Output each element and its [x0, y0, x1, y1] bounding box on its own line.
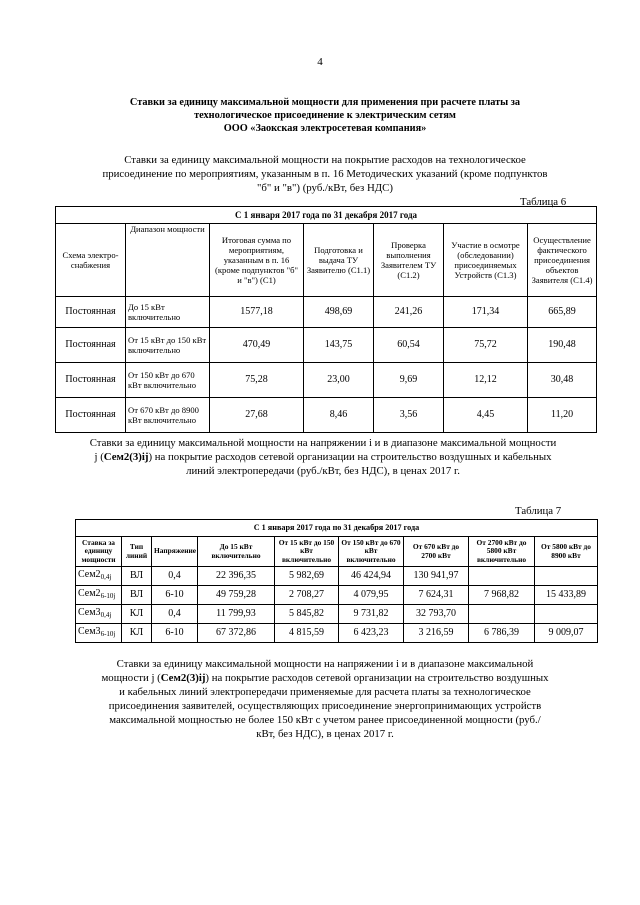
table-row — [56, 328, 597, 363]
table-7 — [75, 519, 598, 643]
table6-cell-c11: 23,00 — [304, 363, 374, 398]
table7-header-range-1: До 15 кВт включительно — [198, 537, 275, 567]
table6-header-c11: Подготовка и выдача ТУ Заявителю (С1.1) — [304, 224, 374, 297]
table7-cell-v3: 4 079,95 — [339, 586, 404, 605]
table6-cell-c11: 143,75 — [304, 328, 374, 363]
table6-cell-range: От 150 кВт до 670 кВт включительно — [126, 363, 210, 398]
table7-cell-v3: 46 424,94 — [339, 567, 404, 586]
page-number: 4 — [317, 56, 323, 68]
document-title — [60, 96, 590, 135]
table6-header-c13: Участие в осмотре (обследовании) присоединяемых Устройств (С1.3) — [444, 224, 528, 297]
title-line-1: Ставки за единицу максимальной мощности для применения при расчете платы за — [129, 97, 521, 108]
paragraph3-text-after: ) на покрытие расходов сетевой организации на строительство воздушных и кабельных линий электропередачи применяемые для расчета платы за технологическое присоединения заявителей, осуществляющих присоединение энергопринимающих устройств максимальной мощностью не более 150 кВт с учетом ранее присоединенной мощности (руб./кВт, без НДС), в ценах 2017 г. — [108, 672, 549, 740]
table6-cell-scheme: Постоянная — [56, 328, 126, 363]
table6-cell-c13: 12,12 — [444, 363, 528, 398]
table6-header-range: Диапазон мощности — [126, 224, 210, 297]
table7-header-range-2: От 15 кВт до 150 кВт включительно — [275, 537, 339, 567]
table6-cell-scheme: Постоянная — [56, 363, 126, 398]
table6-cell-c13: 75,72 — [444, 328, 528, 363]
symbol-main: Сем3 — [78, 625, 101, 637]
paragraph3-text-before: Ставки за единицу максимальной мощности на напряжении i и в диапазоне максимальной мощности j ( — [101, 658, 534, 684]
table7-label: Таблица 7 — [515, 505, 562, 517]
table6-cell-scheme: Постоянная — [56, 297, 126, 328]
table6-cell-c14: 665,89 — [528, 297, 597, 328]
paragraph-3 — [100, 657, 550, 741]
table-row — [56, 398, 597, 433]
table-row — [56, 363, 597, 398]
table6-cell-scheme: Постоянная — [56, 398, 126, 433]
table7-cell-v2: 4 815,59 — [275, 624, 339, 643]
table7-cell-type: КЛ — [122, 605, 152, 624]
table7-cell-v2: 5 982,69 — [275, 567, 339, 586]
table6-cell-c13: 4,45 — [444, 398, 528, 433]
table6-cell-c13: 171,34 — [444, 297, 528, 328]
paragraph2-text-after: ) на покрытие расходов сетевой организации на строительство воздушных и кабельных линий электропередачи (руб./кВт, без НДС), в ценах 2017 г. — [148, 451, 552, 477]
table7-cell-v1: 49 759,28 — [198, 586, 275, 605]
table7-cell-type: ВЛ — [122, 586, 152, 605]
table6-cell-c12: 241,26 — [374, 297, 444, 328]
intro-paragraph: Ставки за единицу максимальной мощности на покрытие расходов на технологическое присоединение по мероприятиям, указанным в п. 16 Методических указаний (кроме подпунктов "б" и "в") (руб./кВт, без НДС) — [102, 154, 548, 194]
table6-cell-c12: 9,69 — [374, 363, 444, 398]
symbol-subscript: 0,4j — [100, 572, 112, 581]
table7-cell-voltage: 0,4 — [152, 605, 198, 624]
table7-cell-v2: 5 845,82 — [275, 605, 339, 624]
table7-cell-type: КЛ — [122, 624, 152, 643]
table7-cell-v4: 130 941,97 — [404, 567, 469, 586]
table6-cell-c1: 75,28 — [210, 363, 304, 398]
table7-header-voltage: Напряжение — [152, 537, 198, 567]
table7-header-rate: Ставка за единицу мощности — [76, 537, 122, 567]
paragraph-2 — [88, 436, 558, 478]
paragraph2-text-before: Ставки за единицу максимальной мощности на напряжении i и в диапазоне максимальной мощности j ( — [89, 437, 557, 463]
table7-cell-v2: 2 708,27 — [275, 586, 339, 605]
table7-cell-v6: 15 433,89 — [535, 586, 598, 605]
table7-cell-v1: 67 372,86 — [198, 624, 275, 643]
symbol-main: Сем2 — [78, 587, 101, 599]
table6-label: Таблица 6 — [520, 196, 567, 208]
table6-period: С 1 января 2017 года по 31 декабря 2017 года — [56, 207, 597, 224]
table7-header-line-type: Тип линий — [122, 537, 152, 567]
table7-header-range-3: От 150 кВт до 670 кВт включительно — [339, 537, 404, 567]
table-row — [76, 605, 598, 624]
symbol-subscript: 0,4j — [100, 610, 112, 619]
table7-cell-symbol — [76, 567, 122, 586]
table7-cell-v5: 6 786,39 — [469, 624, 535, 643]
table-row — [56, 297, 597, 328]
table6-header-c12: Проверка выполнения Заявителем ТУ (С1.2) — [374, 224, 444, 297]
table-row — [76, 624, 598, 643]
symbol-main: Сем2 — [78, 568, 101, 580]
table-6 — [55, 206, 597, 433]
table7-cell-v3: 6 423,23 — [339, 624, 404, 643]
symbol-main: Сем3 — [78, 606, 101, 618]
table7-header-range-6: От 5800 кВт до 8900 кВт — [535, 537, 598, 567]
table6-header-scheme: Схема электро-снабжения — [56, 224, 126, 297]
table7-cell-voltage: 0,4 — [152, 567, 198, 586]
table7-cell-v3: 9 731,82 — [339, 605, 404, 624]
table7-cell-symbol — [76, 605, 122, 624]
table6-cell-c12: 3,56 — [374, 398, 444, 433]
table6-cell-c11: 498,69 — [304, 297, 374, 328]
table6-cell-c14: 30,48 — [528, 363, 597, 398]
table6-cell-c1: 27,68 — [210, 398, 304, 433]
paragraph3-symbol: Сем2(3)ij — [160, 672, 206, 684]
table7-cell-v4: 3 216,59 — [404, 624, 469, 643]
table7-cell-v4: 32 793,70 — [404, 605, 469, 624]
table6-cell-c14: 11,20 — [528, 398, 597, 433]
table-row — [76, 586, 598, 605]
table7-cell-v5 — [469, 605, 535, 624]
table7-period: С 1 января 2017 года по 31 декабря 2017 года — [76, 520, 598, 537]
table7-cell-v5: 7 968,82 — [469, 586, 535, 605]
table6-cell-c11: 8,46 — [304, 398, 374, 433]
table7-cell-symbol — [76, 586, 122, 605]
symbol-subscript: 6-10j — [100, 629, 116, 638]
table7-cell-v4: 7 624,31 — [404, 586, 469, 605]
paragraph2-symbol: Сем2(3)ij — [103, 451, 149, 463]
table7-header-range-4: От 670 кВт до 2700 кВт — [404, 537, 469, 567]
table7-cell-v6: 9 009,07 — [535, 624, 598, 643]
table6-body — [56, 297, 597, 433]
table6-header-c1: Итоговая сумма по мероприятиям, указанным в п. 16 (кроме подпунктов "б" и "в") (С1) — [210, 224, 304, 297]
table-row — [76, 567, 598, 586]
title-line-3: ООО «Заокская электросетевая компания» — [223, 123, 427, 134]
table6-cell-c12: 60,54 — [374, 328, 444, 363]
table6-cell-c1: 470,49 — [210, 328, 304, 363]
table7-cell-v6 — [535, 605, 598, 624]
table7-cell-v1: 22 396,35 — [198, 567, 275, 586]
symbol-subscript: 6-10j — [100, 591, 116, 600]
table7-cell-voltage: 6-10 — [152, 586, 198, 605]
title-line-2: технологическое присоединение к электрическим сетям — [194, 110, 456, 121]
table6-cell-range: От 15 кВт до 150 кВт включительно — [126, 328, 210, 363]
table6-header-c14: Осуществление фактического присоединения объектов Заявителя (С1.4) — [528, 224, 597, 297]
table7-cell-voltage: 6-10 — [152, 624, 198, 643]
table7-cell-v5 — [469, 567, 535, 586]
table7-cell-v1: 11 799,93 — [198, 605, 275, 624]
table6-cell-range: До 15 кВт включительно — [126, 297, 210, 328]
table7-cell-v6 — [535, 567, 598, 586]
table7-cell-type: ВЛ — [122, 567, 152, 586]
table6-cell-range: От 670 кВт до 8900 кВт включительно — [126, 398, 210, 433]
table6-cell-c14: 190,48 — [528, 328, 597, 363]
table6-cell-c1: 1577,18 — [210, 297, 304, 328]
table7-header-range-5: От 2700 кВт до 5800 кВт включительно — [469, 537, 535, 567]
table7-cell-symbol — [76, 624, 122, 643]
